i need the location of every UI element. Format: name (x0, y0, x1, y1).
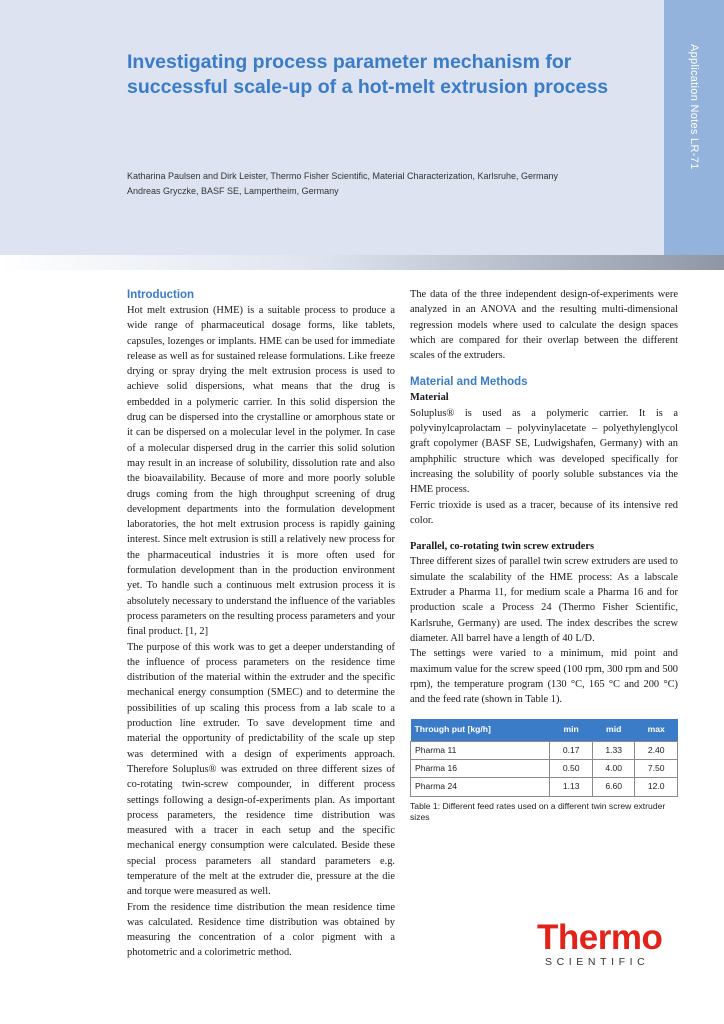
table-row (411, 778, 678, 796)
table-cell: 1.33 (592, 741, 635, 759)
introduction-heading: Introduction (127, 289, 195, 301)
table-cell: 6.60 (592, 778, 635, 796)
intro-paragraph-1: Hot melt extrusion (HME) is a suitable process to produce a wide range of pharmaceutical dosage forms, like tablets, capsules, lozenges or implants. HME can be used for immediate release as well as for sustained release formulations. Like freeze drying or spray drying the melt extrusion process is used to achieve solid dispersions, what means that the drug is embedded in a polymeric carrier. In this solid dispersion the drug can be dispersed into the crystalline or amorphous state or it can be dispersed on a molecular level in the polymer. In case of a molecular dispersed drug in the carrier this solid solution may result in an increase of solubility, dissolution rate and also the bioavailability. Because of more and more poorly soluble drugs coming from the high throughput screening of drug development departments into the formulation development laboratories, the hot melt extrusion process is rapidly gaining interest. Since melt extrusion is still a relatively new process for the pharmaceutical industries it is more often used for formulation development than in the production environment yet. To handle such a continuous melt extrusion process it is absolutely necessary to understand the influence of the variables process parameters on the resulting process parameters and your final product. [1, 2] (127, 305, 395, 638)
table-caption: Table 1: Different feed rates used on a different twin screw extruder sizes (410, 800, 666, 823)
table-cell: 1.13 (550, 778, 593, 796)
page-title: Investigating process parameter mechanism for successful scale-up of a hot-melt extrusion process (127, 51, 609, 98)
side-label: Application Notes LR-71 (688, 44, 700, 170)
authors-line-1: Katharina Paulsen and Dirk Leister, Thermo Fisher Scientific, Material Characterization, Karlsruhe, Germany (127, 171, 559, 181)
table-row (411, 760, 678, 778)
table-header-cell: max (635, 719, 678, 741)
scientific-logo-text: SCIENTIFIC (545, 956, 650, 968)
table-cell: 0.17 (550, 741, 593, 759)
table-cell: 12.0 (635, 778, 678, 796)
right-column (410, 287, 678, 824)
intro-paragraph-2: The purpose of this work was to get a deeper understanding of the influence of process parameters on the residence time distribution of the material within the extruder and the specific mechanical energy consumption (SMEC) and to determine the possibilities of up scaling this process from a lab scale to a production line extruder. To save development time and material the opportunity of predictability of the scale up step was determined with a design of experiments approach. Therefore Soluplus® was extruded on three different sizes of co-rotating twin-screw compounder, in different process settings following a design-of-experiments plan. As important process parameters, the residence time distribution was measured with a tracer in each setup and the specific mechanical energy consumption were calculated. Beside these special process parameters all standard parameters e.g. temperature of the melt at the extruder die, pressure at the die and torque were measured as well. (127, 641, 395, 898)
table-cell: 0.50 (550, 760, 593, 778)
extruder-paragraph-1: Three different sizes of parallel twin screw extruders are used to simulate the scalability of the HME process: As a labscale Extruder a Pharma 11, for medium scale a Pharma 16 and for production scale a Process 24 (Thermo Fisher Scientific, Karlsruhe, Germany) are used. The index describes the screw diameter. All barrel have a length of 40 L/D. (410, 556, 678, 644)
table-header-row (411, 719, 678, 741)
authors-block (127, 169, 647, 199)
extruder-subheading: Parallel, co-rotating twin screw extruders (410, 541, 595, 553)
spacer (410, 363, 678, 374)
thermo-logo: Thermo (537, 918, 663, 957)
material-subheading: Material (410, 392, 449, 404)
table-header-cell: min (550, 719, 593, 741)
table-cell: 7.50 (635, 760, 678, 778)
feed-rate-table (410, 719, 678, 796)
table-row (411, 741, 678, 759)
table-cell: Pharma 16 (411, 760, 550, 778)
material-paragraph-2: Ferric trioxide is used as a tracer, because of its intensive red color. (410, 499, 678, 526)
table-cell: 2.40 (635, 741, 678, 759)
table-cell: 4.00 (592, 760, 635, 778)
extruder-paragraph-2: The settings were varied to a minimum, mid point and maximum value for the screw speed (100 rpm, 300 rpm and 500 rpm), the temperature program (130 °C, 165 °C and 200 °C) and the feed rate (shown in Table 1). (410, 648, 678, 706)
table-header-cell: Through put [kg/h] (411, 719, 550, 741)
table-cell: Pharma 11 (411, 741, 550, 759)
table-header-cell: mid (592, 719, 635, 741)
intro-paragraph-3: From the residence time distribution the mean residence time was calculated. Residence time distribution was obtained by measuring the concentration of a color pigment with a photometric and a colorimetric method. (127, 901, 395, 959)
authors-line-2: Andreas Gryczke, BASF SE, Lampertheim, Germany (127, 186, 339, 196)
table-cell: Pharma 24 (411, 778, 550, 796)
material-paragraph-1: Soluplus® is used as a polymeric carrier. It is a polyvinylcaprolactam – polyvinylacetate – polyethylenglycol graft copolymer (BASF SE, Ludwigshafen, Germany) with an amphphilic structure which was developed specifically for increasing the solubility of poorly soluble substances via the HME process. (410, 407, 678, 496)
header-divider (0, 255, 724, 270)
left-column (127, 287, 395, 961)
material-methods-heading: Material and Methods (410, 376, 528, 389)
spacer (410, 528, 678, 539)
doe-paragraph: The data of the three independent design-of-experiments were analyzed in an ANOVA and the resulting multi-dimensional regression models where used to calculate the design spaces which are compared for their overlap between the different scales of the extruders. (410, 289, 678, 362)
header-band (0, 0, 664, 255)
